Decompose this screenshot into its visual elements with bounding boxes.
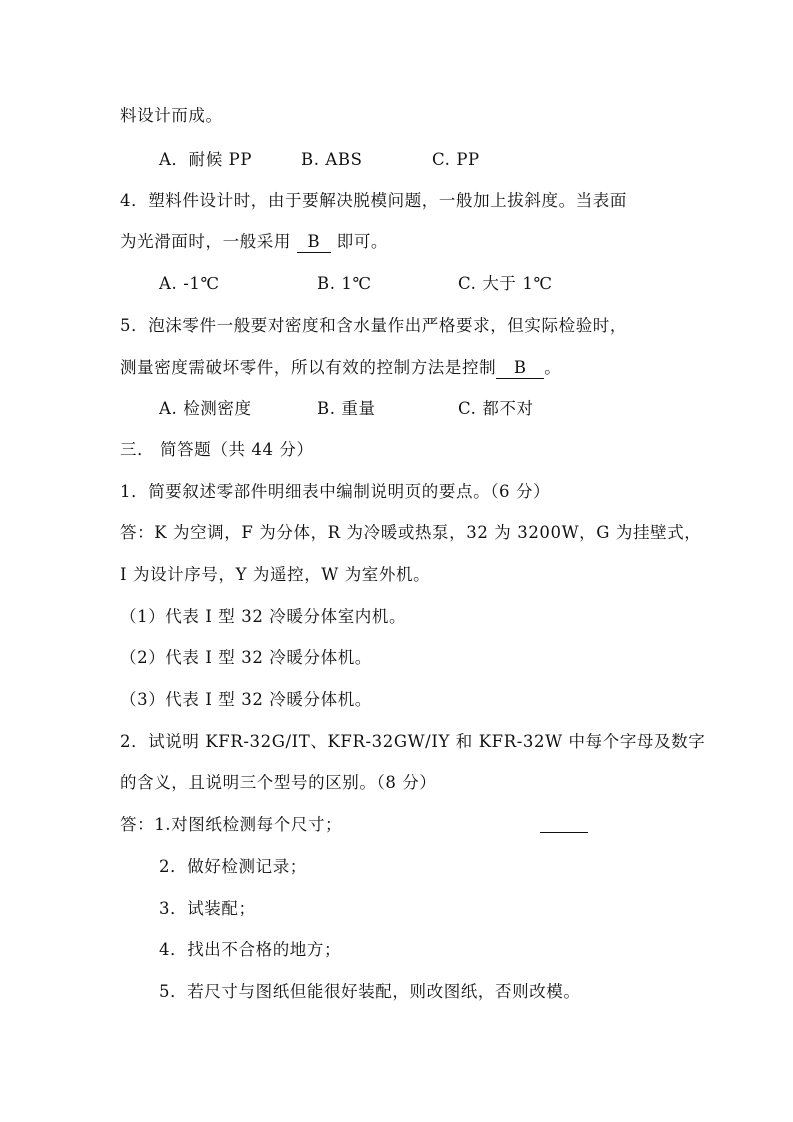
- s1-answer-item2: （2）代表 I 型 32 冷暖分体机。: [120, 648, 372, 667]
- q4-stem-post: 即可。: [336, 232, 389, 251]
- s2-question-line2: 的含义，且说明三个型号的区别。（8 分）: [120, 773, 437, 792]
- q3-option-a: A．耐候 PP: [159, 150, 253, 169]
- stray-underline: [540, 832, 588, 833]
- q5-stem-pre: 测量密度需破坏零件，所以有效的控制方法是控制: [120, 358, 497, 377]
- q4-option-a: A. -1℃: [159, 274, 220, 293]
- q3-options: [159, 149, 480, 171]
- text-line-continuation: 料设计而成。: [120, 106, 223, 125]
- q5-stem-post: 。: [544, 358, 562, 377]
- q3-option-c: C. PP: [432, 150, 480, 169]
- s1-answer-line1: 答：K 为空调，F 为分体，R 为冷暖或热泵，32 为 3200W，G 为挂壁式，: [120, 523, 702, 542]
- q4-stem-line1: 4．塑料件设计时，由于要解决脱模问题，一般加上拔斜度。当表面: [120, 191, 627, 210]
- q4-answer-blank: B: [297, 232, 331, 253]
- q4-stem-pre: 为光滑面时，一般采用: [120, 232, 291, 251]
- s1-question: 1．简要叙述零部件明细表中编制说明页的要点。（6 分）: [120, 482, 551, 501]
- q4-options: [159, 273, 553, 295]
- q4-stem-line2: [120, 231, 388, 253]
- q5-stem-line1: 5．泡沫零件一般要对密度和含水量作出严格要求，但实际检验时，: [120, 316, 627, 335]
- s2-answer-line5: 5．若尺寸与图纸但能很好装配，则改图纸，否则改模。: [159, 982, 581, 1001]
- q5-option-c: C. 都不对: [458, 399, 534, 418]
- q5-option-a: A. 检测密度: [159, 399, 252, 418]
- q5-stem-line2: [120, 357, 561, 379]
- s1-answer-item3: （3）代表 I 型 32 冷暖分体机。: [120, 690, 372, 709]
- s1-answer-line2: I 为设计序号，Y 为遥控，W 为室外机。: [120, 565, 431, 584]
- q4-option-b: B. 1℃: [317, 274, 372, 293]
- q5-option-b: B. 重量: [317, 399, 376, 418]
- s1-answer-item1: （1）代表 I 型 32 冷暖分体室内机。: [120, 607, 407, 626]
- q5-options: [159, 398, 534, 420]
- s2-answer-line4: 4．找出不合格的地方；: [159, 940, 342, 959]
- q4-option-c: C. 大于 1℃: [458, 274, 553, 293]
- q3-option-b: B. ABS: [301, 150, 363, 169]
- q5-answer-blank: B: [496, 358, 544, 379]
- s2-answer-line2: 2．做好检测记录；: [159, 857, 307, 876]
- s2-question-line1: 2．试说明 KFR-32G/IT、KFR-32GW/IY 和 KFR-32W 中每个字母及数字: [120, 732, 706, 751]
- s2-answer-line3: 3．试装配；: [159, 899, 256, 918]
- s2-answer-line1: 答：1.对图纸检测每个尺寸；: [120, 815, 343, 834]
- section-heading: 三． 简答题（共 44 分）: [120, 440, 314, 459]
